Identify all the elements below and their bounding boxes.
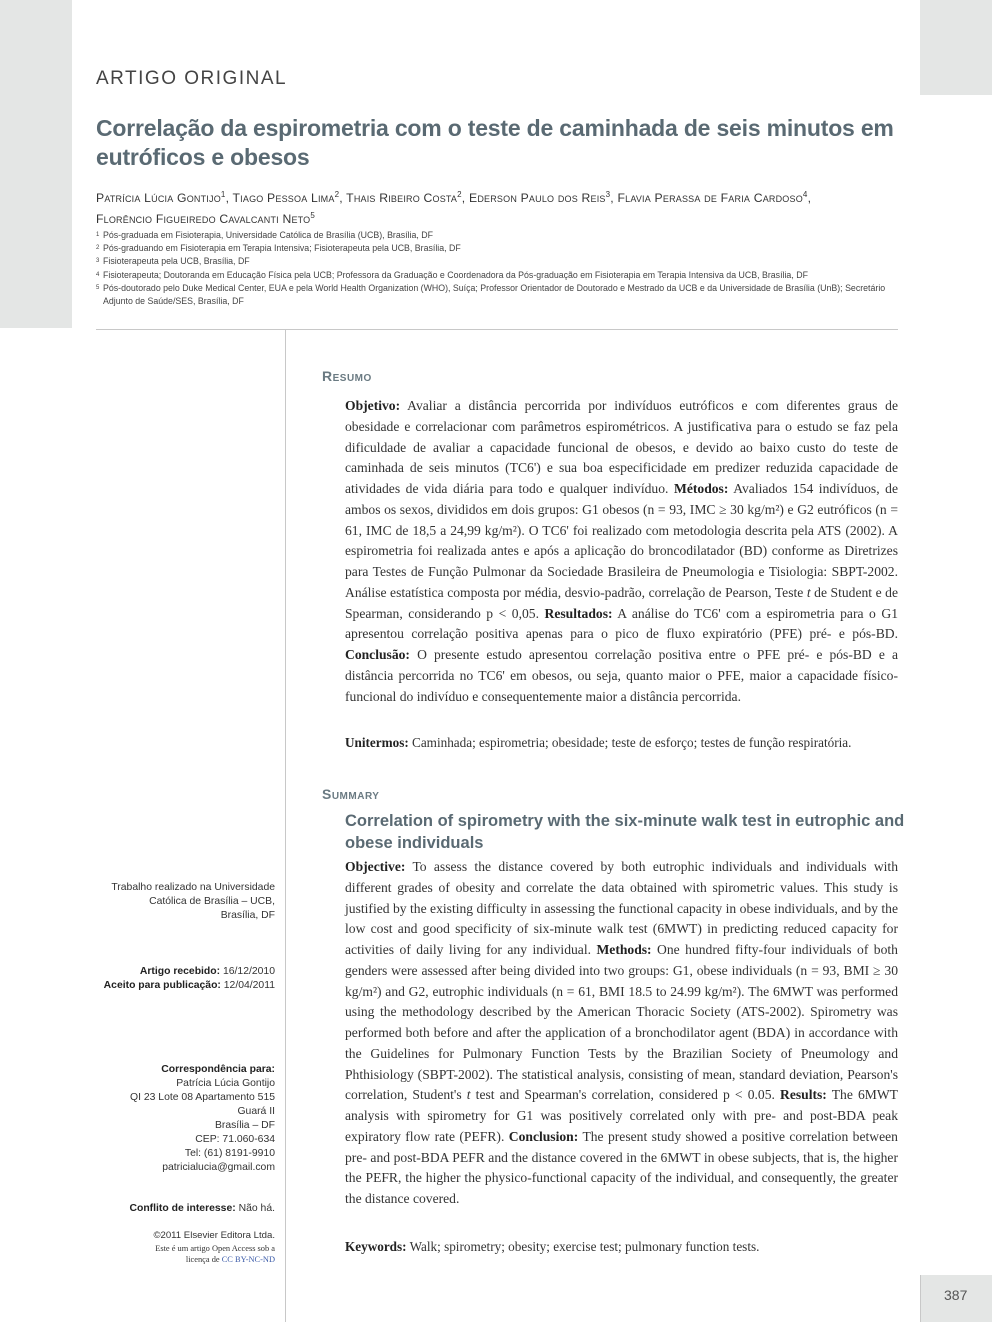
conflict-of-interest: Conflito de interesse: Não há. bbox=[129, 1203, 275, 1214]
author: Thais Ribeiro Costa$^2$, bbox=[346, 190, 469, 206]
affiliation: 3 Fisioterapeuta pela UCB, Brasília, DF bbox=[96, 256, 250, 267]
article-title: Correlação da espirometria com o teste de caminhada de seis minutos em eutróficos e obesos bbox=[96, 115, 894, 170]
author: Ederson Paulo dos Reis$^3$, bbox=[468, 190, 618, 206]
page-number: 387 bbox=[944, 1287, 968, 1303]
summary-title: Correlation of spirometry with the six-minute walk test in eutrophic and obese individuals bbox=[345, 812, 905, 852]
affiliation: 2 Pós-graduando em Fisioterapia em Terapia Intensiva; Fisioterapeuta pela UCB, Brasília, DF bbox=[96, 243, 461, 254]
header-divider bbox=[96, 329, 898, 330]
column-divider bbox=[285, 329, 286, 1322]
correspondence-block: Correspondência para: Patrícia Lúcia Gontijo QI 23 Lote 08 Apartamento 515 Guará II Brasília – DF CEP: 71.060-634 Tel: (61) 8191-9910 patricialucia@gmail.com bbox=[70, 1063, 275, 1175]
author: Tiago Pessoa Lima$^2$, bbox=[232, 190, 347, 206]
resumo-heading: Resumo bbox=[322, 368, 372, 384]
left-header-band bbox=[0, 0, 72, 328]
section-label: ARTIGO ORIGINAL bbox=[96, 68, 288, 89]
resumo-uniterms: Unitermos: Caminhada; espirometria; obesidade; teste de esforço; testes de função respiratória. bbox=[345, 735, 852, 750]
summary-keywords: Keywords: Walk; spirometry; obesity; exercise test; pulmonary function tests. bbox=[345, 1239, 760, 1254]
resumo-body: Objetivo: Avaliar a distância percorrida por indivíduos eutróficos e com diferentes graus de obesidade e correlacionar com parâmetros espirométricos. A justificativa para o estudo se faz pela dificuldade de avaliar a capacidade funcional de obesos, e devido ao baixo custo do teste de caminhada de seis minutos (TC6') e sua boa especificidade em predizer reduzida capacidade de atividades de vida diária para todo e qualquer indivíduo. Métodos: Avaliados 154 indivíduos, de ambos os sexos, divididos em dois grupos: G1 obesos (n = 93, IMC ≥ 30 kg/m²) e G2 eutróficos (n = 61, IMC de 18,5 a 24,99 kg/m²). O TC6' foi realizado com metodologia descrita pela ATS (2002). A espirometria foi realizada antes e após a aplicação do broncodilatador (BD) conforme as Diretrizes para Testes de Função Pulmonar da Sociedade Brasileira de Pneumologia e Tisiologia: SBPT-2002. Análise estatística composta por média, desvio-padrão, correlação de Pearson, Teste t de Student e de Spearman, considerando p < 0,05. Resultados: A análise do TC6' com a espirometria para o G1 apresentou correlação positiva apenas para o pico de fluxo expiratório (PFE) pré- e pós-BD. Conclusão: O presente estudo apresentou correlação positiva entre o PFE pré- e pós-BD e a distância percorrida no TC6' em obesos, ou seja, quanto maior o PFE, maior a capacidade físico-funcional do indivíduo e consequentemente maior a distância percorrida. bbox=[345, 398, 898, 704]
author-list bbox=[96, 186, 906, 228]
affiliation: 1 Pós-graduada em Fisioterapia, Universidade Católica de Brasília (UCB), Brasília, DF bbox=[96, 230, 434, 240]
author: Patrícia Lúcia Gontijo$^1$, bbox=[96, 190, 233, 206]
article-dates: Artigo recebido: 16/12/2010 Aceito para publicação: 12/04/2011 bbox=[103, 966, 275, 991]
affiliation: 4 Fisioterapeuta; Doutoranda em Educação Física pela UCB; Professora da Graduação e Coordenadora da Pós-graduação em Fisioterapia em Terapia Intensiva da UCB, Brasília, DF bbox=[96, 269, 808, 280]
right-header-band bbox=[920, 0, 992, 95]
affiliation: 5 Pós-doutorado pelo Duke Medical Center, EUA e pela World Health Organization (WHO), Suíça; Professor Orientador de Doutorado e Mestrado da UCB e da Universidade de Brasília (UnB); Secretário Adjunto de Saúde/SES, Brasília, DF bbox=[96, 282, 886, 307]
author: Florêncio Figueiredo Cavalcanti Neto$^5$ bbox=[96, 211, 316, 227]
email-link[interactable]: patricialucia@gmail.com bbox=[162, 1162, 275, 1173]
work-note: Trabalho realizado na Universidade Católica de Brasília – UCB, Brasília, DF bbox=[111, 882, 275, 921]
author: Flavia Perassa de Faria Cardoso$^4$, bbox=[617, 190, 812, 206]
footer-divider bbox=[920, 1275, 921, 1322]
license-link[interactable]: CC BY-NC-ND bbox=[221, 1255, 275, 1264]
summary-body: Objective: To assess the distance covered by both eutrophic individuals and individuals with different grades of obesity and correlate the data obtained with spirometric values. This study is justified by the existing difficulty in assessing the functional capacity in obese individuals, and by the low cost and good specificity of six-minute walk test (6MWT) in predicting reduced capacity for activities of daily living for any individual. Methods: One hundred fifty-four individuals of both genders were assessed after being divided into two groups: G1, obese individuals (n = 93, BMI ≥ 30 kg/m²) and G2, eutrophic individuals (n = 61, BMI 18.5 to 24.99 kg/m²). The 6MWT was performed using the methodology described by the American Thoracic Society (ATS-2002). Spirometry was performed both before and after the application of a bronchodilator agent (BDA) in accordance with the Guidelines for Pulmonary Function Tests by the Brazilian Society of Pneumology and Phthisiology (SBPT-2002). The statistical analysis, consisting of mean, standard deviation, Pearson's correlation, Student's t test and Spearman's correlation, considered p < 0.05. Results: The 6MWT analysis with spirometry for G1 was positively correlated only with pre- and post-BDA peak expiratory flow rate (PEFR). Conclusion: The present study showed a positive correlation between pre- and post-BDA PEFR and the distance covered in the 6MWT in obese subjects, that is, the higher the PEFR, the higher the physico-functional capacity of the individual, and consequently, the greater the distance covered. bbox=[345, 859, 898, 1206]
affiliation-list bbox=[96, 229, 896, 308]
summary-heading: Summary bbox=[322, 786, 380, 802]
copyright-block: ©2011 Elsevier Editora Ltda. Este é um artigo Open Access sob a licença de CC BY-NC-ND bbox=[153, 1230, 275, 1264]
